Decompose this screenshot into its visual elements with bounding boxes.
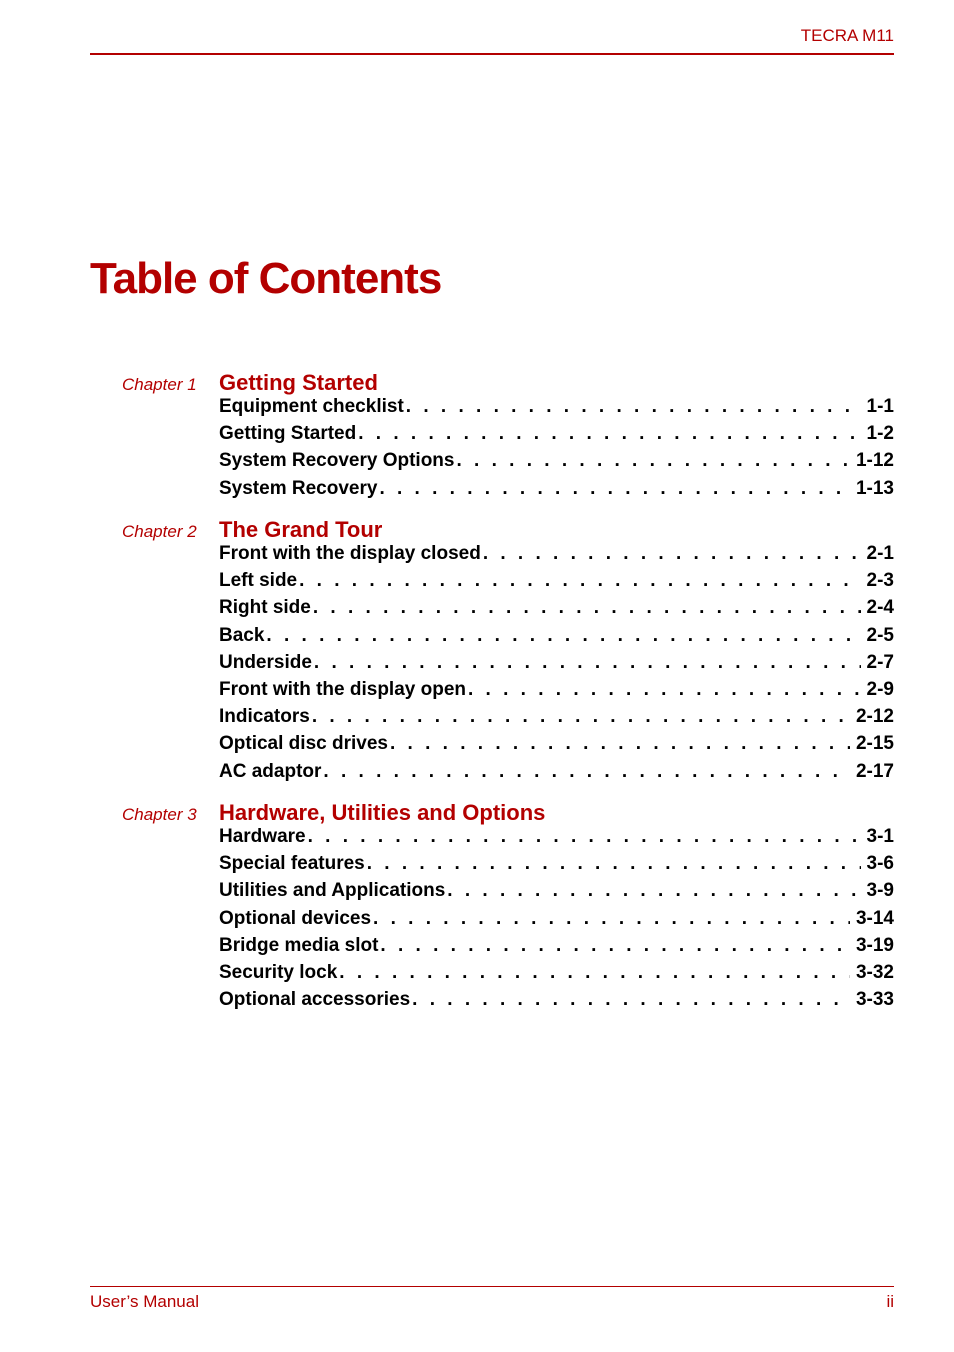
toc-entry[interactable] [219, 423, 894, 450]
toc-entry-page: 2-5 [866, 624, 894, 646]
toc-entry-list [219, 396, 894, 505]
toc-entry-page: 3-33 [855, 989, 894, 1011]
dot-leader [339, 962, 850, 984]
toc-entry-page: 3-32 [855, 961, 894, 983]
dot-leader [314, 652, 861, 674]
header-product-name: TECRA M11 [800, 26, 894, 45]
dot-leader [380, 935, 850, 957]
toc-entry-title: Equipment checklist [219, 396, 404, 417]
toc-entry[interactable] [219, 597, 894, 624]
toc-entry[interactable] [219, 679, 894, 706]
toc-entry-page: 1-13 [855, 477, 894, 499]
chapter-title-link[interactable]: Hardware, Utilities and Options [219, 800, 546, 825]
toc-entry-title: Back [219, 624, 265, 646]
dot-leader [390, 733, 850, 755]
chapter-label: Chapter 2 [122, 522, 197, 541]
toc-entry-title: System Recovery [219, 477, 378, 499]
chapter-title-link[interactable]: Getting Started [219, 370, 378, 395]
toc-entry-title: Optional devices [219, 907, 372, 929]
dot-leader [483, 543, 861, 565]
toc-entry[interactable] [219, 570, 894, 597]
dot-leader [373, 908, 850, 930]
dot-leader [313, 597, 861, 619]
toc-entry-list [219, 543, 894, 788]
toc-entry-page: 3-1 [866, 826, 894, 847]
dot-leader [308, 826, 861, 848]
toc-entry-page: 3-6 [866, 853, 894, 875]
toc-entry[interactable] [219, 396, 894, 423]
toc-entry-page: 1-2 [866, 423, 894, 445]
toc-entry[interactable] [219, 652, 894, 679]
toc-entry-page: 1-1 [866, 396, 894, 417]
toc-entry-title: Left side [219, 570, 298, 592]
toc-entry-page: 2-9 [866, 678, 894, 700]
toc-entry-title: Right side [219, 597, 311, 619]
toc-entry-title: AC adaptor [219, 760, 322, 782]
toc-entry-page: 3-9 [866, 880, 894, 902]
toc-entry[interactable] [219, 733, 894, 760]
toc-entry-title: Hardware [219, 826, 306, 847]
dot-leader [456, 450, 849, 472]
toc-entry-title: Optical disc drives [219, 733, 388, 755]
footer-divider [90, 1286, 894, 1287]
toc-entry[interactable] [219, 826, 894, 853]
toc-entry-title: Front with the display open [219, 678, 466, 700]
chapter-label: Chapter 1 [122, 375, 197, 394]
toc-entry-page: 2-17 [855, 760, 894, 782]
toc-entry-page: 2-15 [855, 733, 894, 755]
toc-entry-title: Getting Started [219, 423, 357, 445]
toc-entry[interactable] [219, 478, 894, 505]
page-title: Table of Contents [90, 254, 442, 303]
toc-entry[interactable] [219, 625, 894, 652]
dot-leader [367, 853, 861, 875]
toc-entry-title: Security lock [219, 961, 338, 983]
toc-entry-page: 2-12 [855, 706, 894, 728]
dot-leader [412, 989, 850, 1011]
toc-entry[interactable] [219, 761, 894, 788]
toc-entry[interactable] [219, 543, 894, 570]
toc-entry[interactable] [219, 989, 894, 1016]
toc-entry-title: Indicators [219, 706, 310, 728]
toc-entry[interactable] [219, 853, 894, 880]
toc-entry-page: 2-4 [866, 597, 894, 619]
toc-entry-title: Special features [219, 853, 365, 875]
header-divider [90, 53, 894, 55]
toc-entry-list [219, 826, 894, 1016]
toc-entry-title: Bridge media slot [219, 934, 379, 956]
dot-leader [379, 478, 850, 500]
dot-leader [266, 625, 860, 647]
toc-entry-page: 3-14 [855, 907, 894, 929]
toc-entry-title: System Recovery Options [219, 450, 455, 472]
dot-leader [406, 396, 861, 418]
toc-entry[interactable] [219, 450, 894, 477]
footer-page-number: ii [886, 1292, 894, 1311]
dot-leader [358, 423, 860, 445]
dot-leader [447, 880, 860, 902]
toc-entry-page: 2-3 [866, 570, 894, 592]
dot-leader [299, 570, 860, 592]
chapter-title-link[interactable]: The Grand Tour [219, 517, 383, 542]
toc-entry-page: 2-1 [866, 543, 894, 564]
chapter-label: Chapter 3 [122, 805, 197, 824]
toc-entry[interactable] [219, 935, 894, 962]
footer-manual-title: User’s Manual [90, 1292, 199, 1311]
toc-entry-title: Optional accessories [219, 989, 411, 1011]
toc-entry[interactable] [219, 706, 894, 733]
dot-leader [468, 679, 861, 701]
toc-entry[interactable] [219, 962, 894, 989]
toc-entry-page: 3-19 [855, 934, 894, 956]
toc-entry-page: 1-12 [855, 450, 894, 472]
toc-entry-title: Utilities and Applications [219, 880, 446, 902]
toc-entry[interactable] [219, 908, 894, 935]
dot-leader [312, 706, 850, 728]
toc-entry-title: Front with the display closed [219, 543, 481, 564]
toc-entry-page: 2-7 [866, 651, 894, 673]
toc-entry[interactable] [219, 880, 894, 907]
dot-leader [323, 761, 850, 783]
toc-entry-title: Underside [219, 651, 312, 673]
